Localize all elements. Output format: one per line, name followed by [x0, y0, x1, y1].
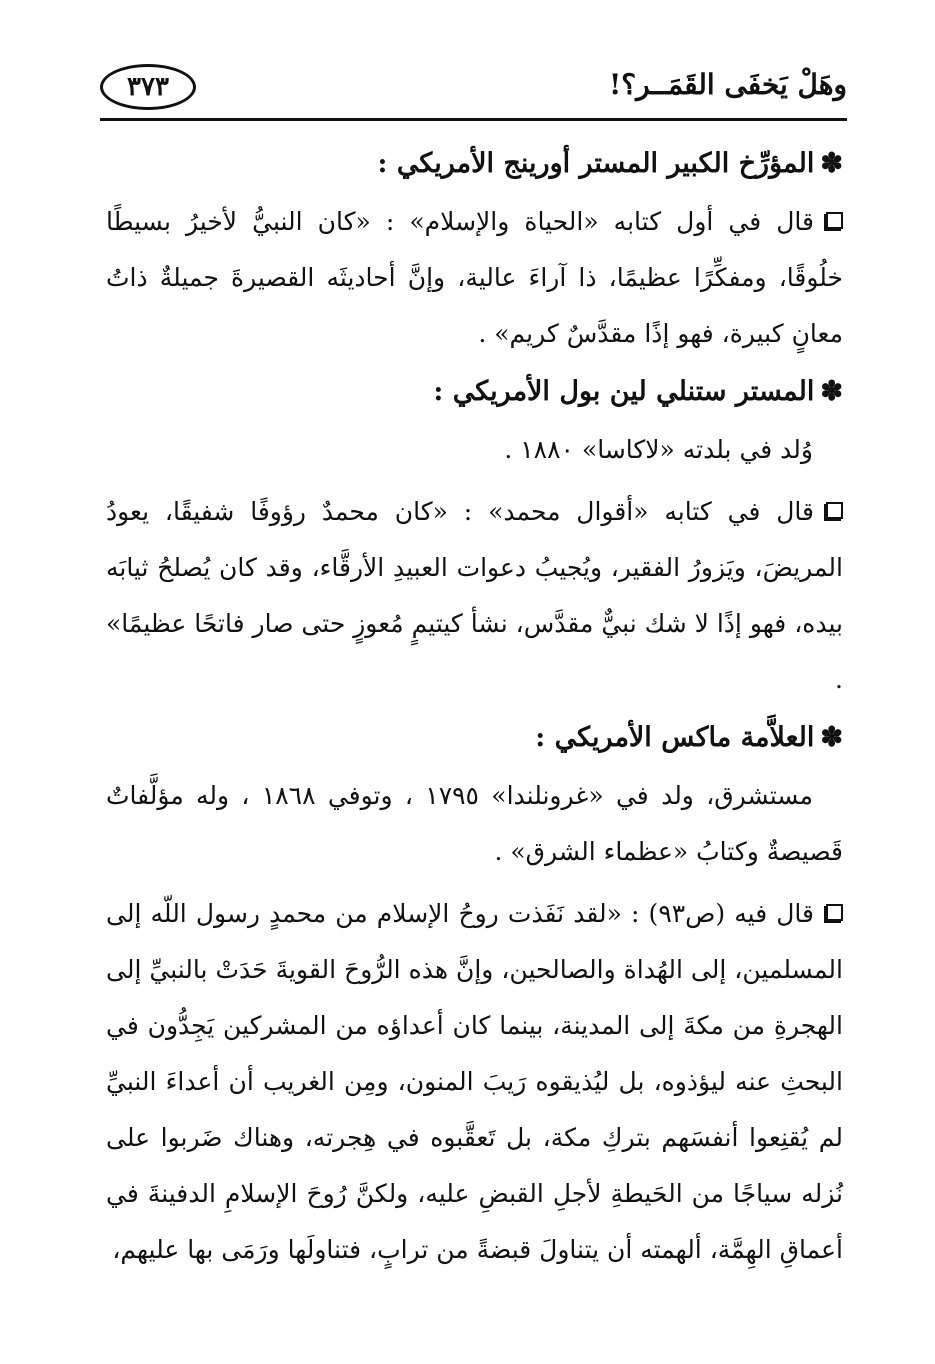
quote-paragraph [106, 886, 843, 1278]
intro-paragraph: وُلد في بلدته «لاكاسا» ١٨٨٠ . [504, 435, 813, 464]
section-heading-text: المستر ستنلي لين بول الأمريكي : [433, 376, 815, 407]
page-number-text: ٣٧٣ [127, 72, 169, 102]
quote-paragraph [106, 484, 843, 708]
box-icon [826, 212, 843, 229]
running-title: وهَلْ يَخفَى القَمَــر؟! [608, 68, 847, 101]
page-header [100, 60, 847, 126]
asterisk-icon: ✽ [820, 376, 843, 407]
page-number [100, 64, 196, 110]
section-heading [106, 140, 843, 188]
quote-text: قال فيه (ص٩٣) : «لقد نَفَذت روحُ الإسلام من محمدٍ رسول اللّه إلى المسلمين، إلى الهُداة والصالحين، وإنَّ هذه الرُّوحَ القويةَ حَدَتْ بالنبيِّ إلى الهجرةِ من مكةَ إلى المدينة، بينما كان أعداؤه من المشركين يَجِدُّون في البحثِ عنه ليؤذوه، بل ليُذيقوه رَيبَ المنون، ومِن الغريب أن أعداءَ النبيِّ لم يُقنِعوا أنفسَهم بتركِ مكة، بل تَعقَّبوه في هِجرته، وهناك ضَربوا على نُزله سياجًا من الحَيطةِ لأجلِ القبضِ عليه، ولكنَّ رُوحَ الإسلامِ الدفينةَ في أعماقِ الهِمَّة، ألهمته أن يتناولَ قبضةً من ترابٍ، فتناولَها ورَمَى بها عليهم، [106, 899, 843, 1264]
header-divider [100, 118, 847, 121]
section-heading [106, 714, 843, 762]
quote-text: قال في كتابه «أقوال محمد» : «كان محمدٌ رؤوفًا شفيقًا، يعودُ المريضَ، ويَزورُ الفقير، ويُجيبُ دعوات العبيدِ الأرقَّاء، وقد كان يُصلحُ ثيابَه بيده، فهو إذًا لا شك نبيٌّ مقدَّس، نشأ كيتيمٍ مُعوزٍ حتى صار فاتحًا عظيمًا» . [106, 497, 843, 694]
section-heading-text: العلاَّمة ماكس الأمريكي : [535, 722, 815, 753]
section-heading-text: المؤرِّخ الكبير المستر أورينج الأمريكي : [377, 148, 815, 179]
section-heading [106, 368, 843, 416]
page-body [106, 140, 843, 1284]
asterisk-icon: ✽ [820, 148, 843, 179]
quote-paragraph [106, 194, 843, 362]
box-icon [826, 904, 843, 921]
quote-text: قال في أول كتابه «الحياة والإسلام» : «كان النبيُّ لأخيرُ بسيطًا خلُوقًا، ومفكِّرًا عظيمًا، ذا آراءَ عالية، وإنَّ أحاديثَه القصيرةَ جميلةٌ ذاتُ معانٍ كبيرة، فهو إذًا مقدَّسٌ كريم» . [106, 207, 843, 348]
box-icon [826, 502, 843, 519]
asterisk-icon: ✽ [820, 722, 843, 753]
intro-paragraph: مستشرق، ولد في «غرونلندا» ١٧٩٥ ، وتوفي ١٨٦٨ ، وله مؤلَّفاتٌ قَصيصةٌ وكتابُ «عظماء الشرق» . [106, 781, 843, 866]
